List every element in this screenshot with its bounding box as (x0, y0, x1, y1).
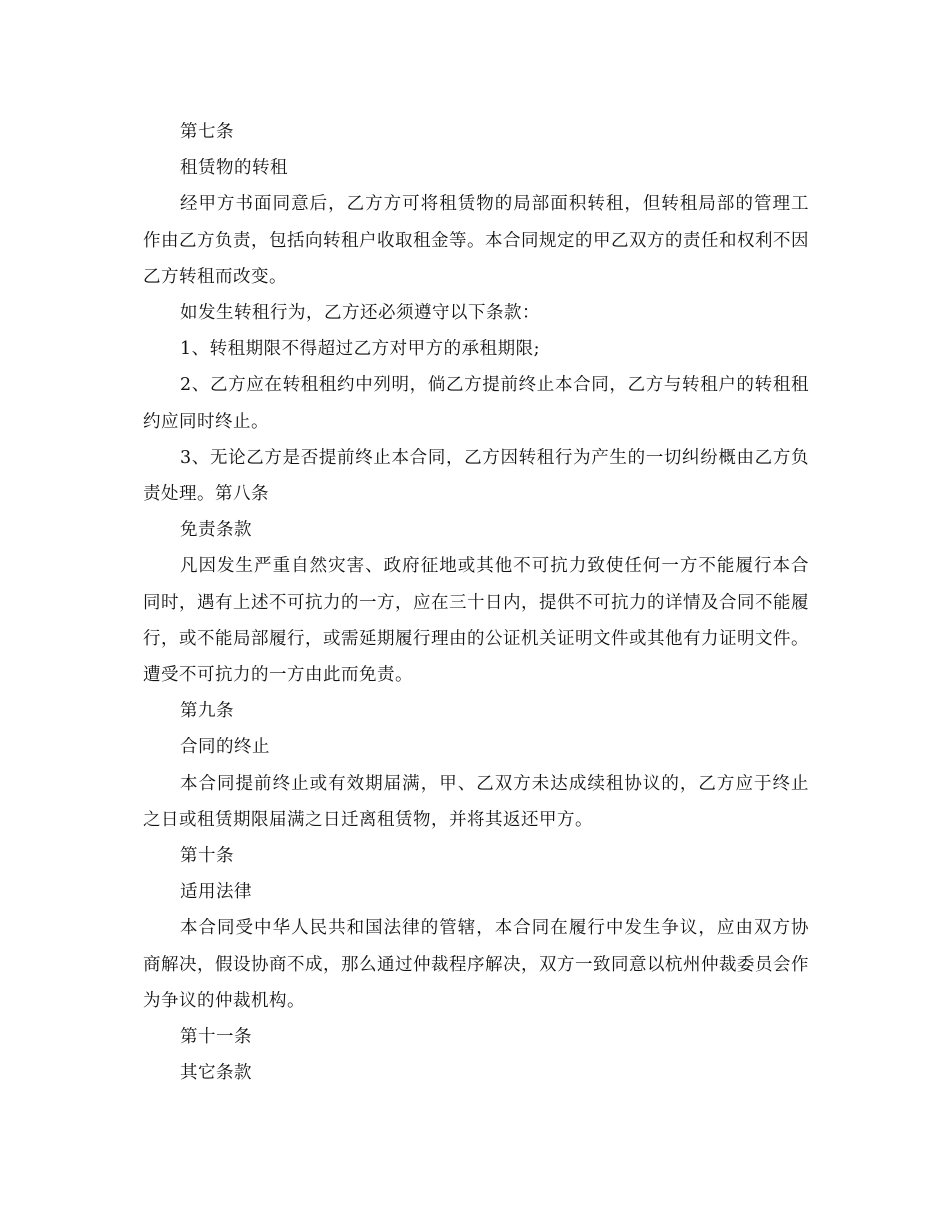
article-8-title: 免责条款 (180, 520, 252, 541)
article-11-heading: 第十一条 (180, 1027, 252, 1048)
article-7-clause-2: 2、乙方应在转租租约中列明，倘乙方提前终止本合同，乙方与转租户的转租租约应同时终止。 (143, 375, 809, 432)
article-11-title: 其它条款 (180, 1063, 252, 1084)
article-8-body: 凡因发生严重自然灾害、政府征地或其他不可抗力致使任何一方不能履行本合同时，遇有上述不可抗力的一方，应在三十日内，提供不可抗力的详情及合同不能履行，或不能局部履行，或需延期履行理由的公证机关证明文件或其他有力证明文件。遭受不可抗力的一方由此而免责。 (143, 556, 809, 686)
article-10-heading: 第十条 (180, 846, 234, 867)
article-7-clause-1: 1、转租期限不得超过乙方对甲方的承租期限; (180, 339, 541, 360)
article-9-body: 本合同提前终止或有效期届满，甲、乙双方未达成续租协议的，乙方应于终止之日或租赁期限届满之日迁离租赁物，并将其返还甲方。 (143, 773, 809, 830)
article-7-sublease-intro: 如发生转租行为，乙方还必须遵守以下条款： (180, 303, 540, 324)
article-9-title: 合同的终止 (180, 737, 270, 758)
article-7-body: 经甲方书面同意后，乙方方可将租赁物的局部面积转租，但转租局部的管理工作由乙方负责，包括向转租户收取租金等。本合同规定的甲乙双方的责任和权利不因乙方转租而改变。 (143, 194, 809, 287)
document-body (143, 114, 809, 1091)
article-7-clause-3: 3、无论乙方是否提前终止本合同，乙方因转租行为产生的一切纠纷概由乙方负责处理。第八条 (143, 447, 809, 505)
article-9-heading: 第九条 (180, 701, 234, 722)
article-7-heading: 第七条 (180, 122, 234, 142)
article-10-title: 适用法律 (180, 882, 252, 903)
article-10-body: 本合同受中华人民共和国法律的管辖，本合同在履行中发生争议，应由双方协商解决，假设协商不成，那么通过仲裁程序解决，双方一致同意以杭州仲裁委员会作为争议的仲裁机构。 (143, 918, 809, 1011)
article-7-title: 租赁物的转租 (180, 158, 288, 179)
